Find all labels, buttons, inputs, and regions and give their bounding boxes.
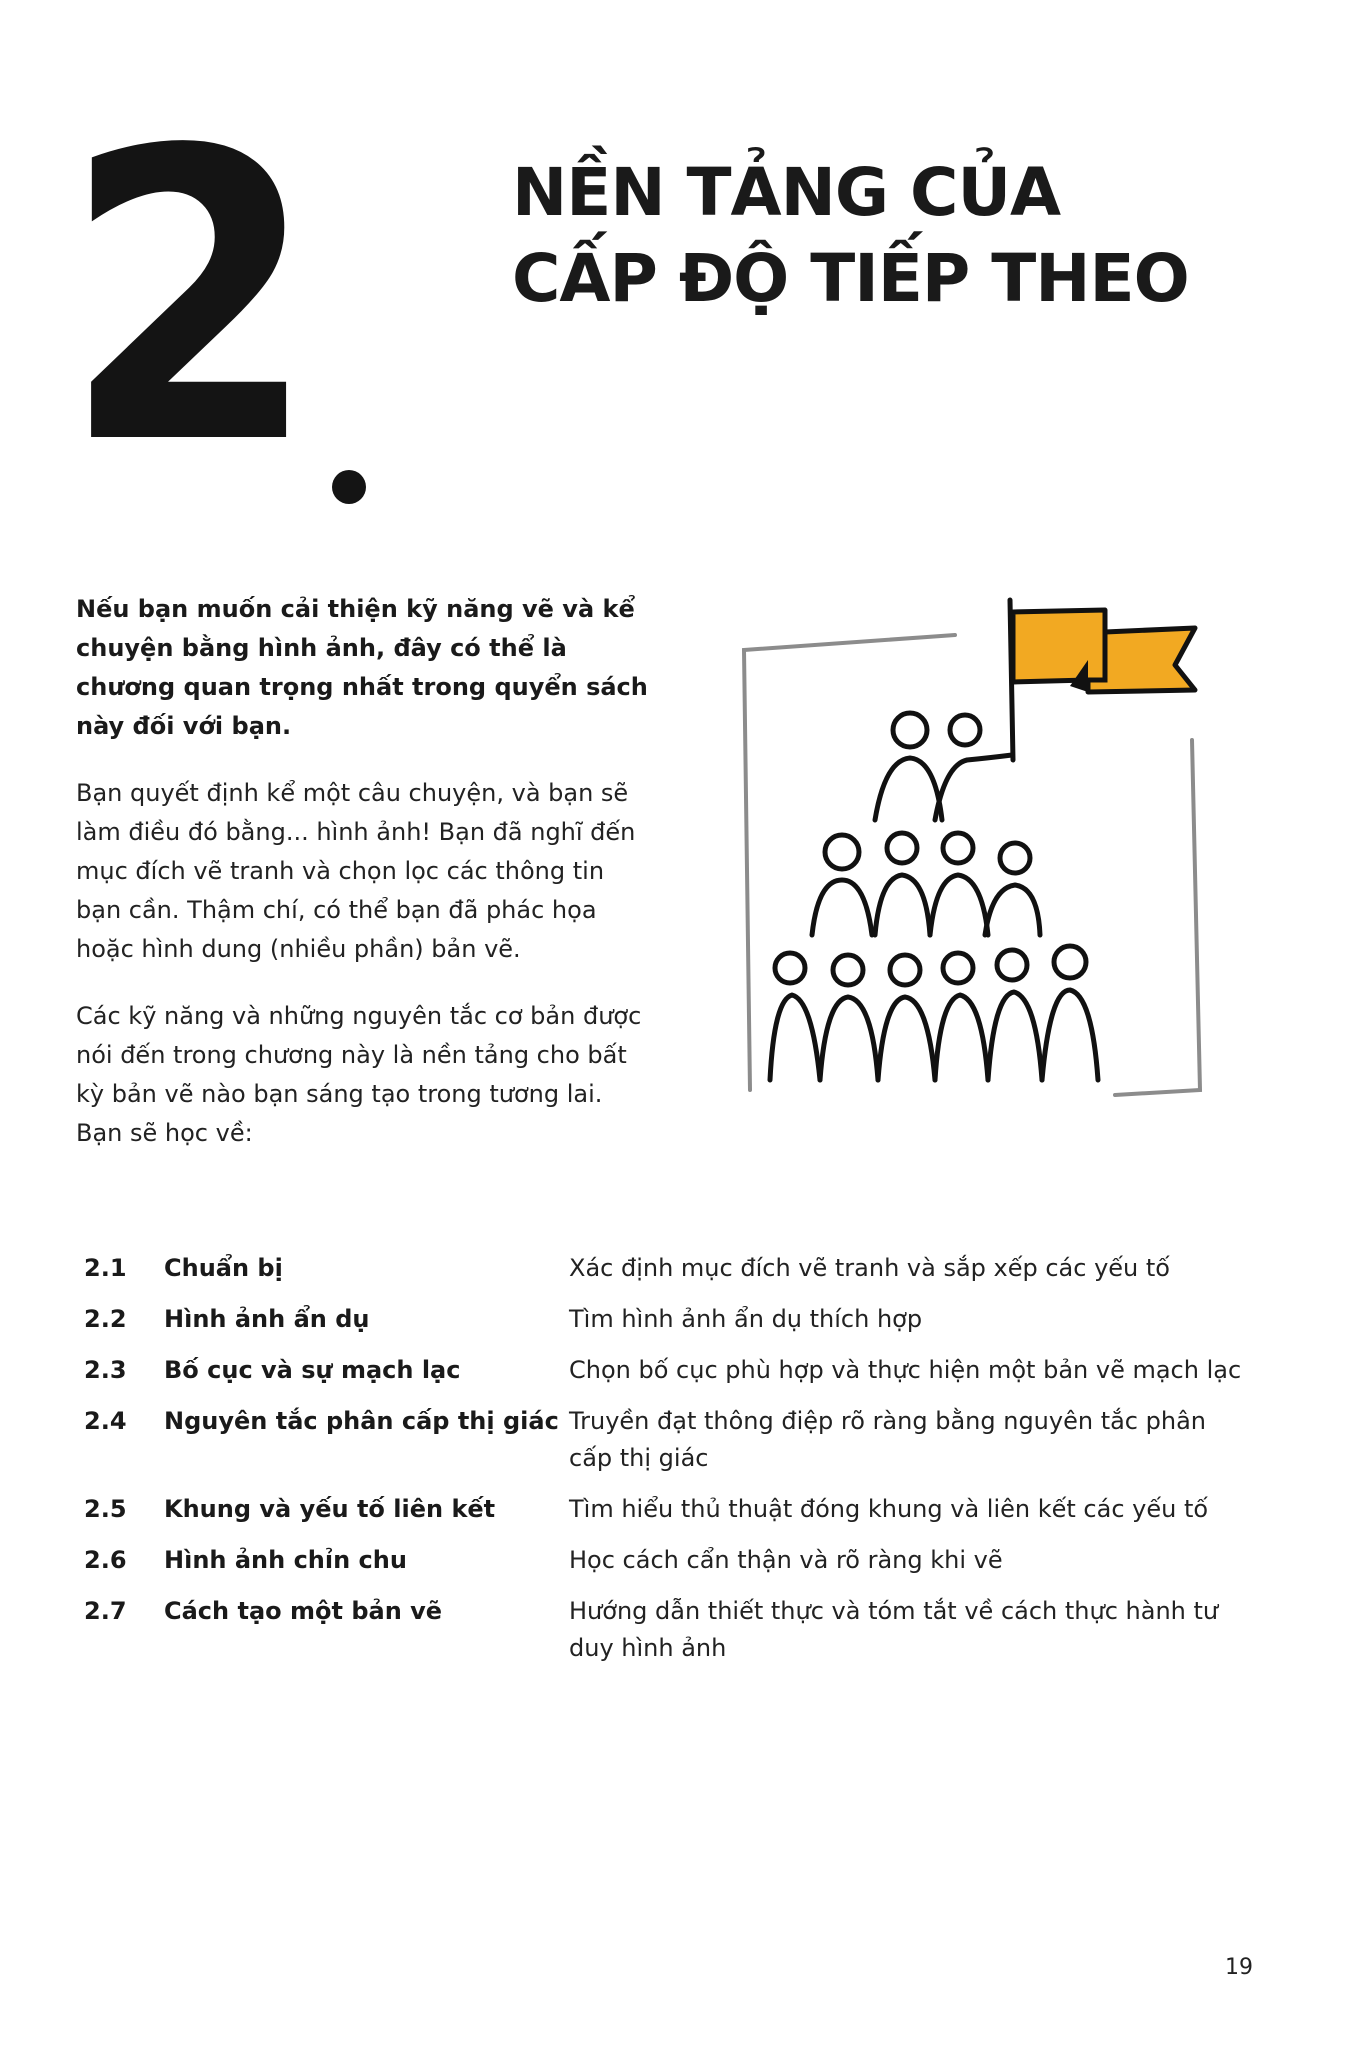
toc-title: Hình ảnh chỉn chu: [164, 1546, 407, 1574]
toc-number: 2.5: [84, 1495, 127, 1523]
toc-row: [84, 1593, 1264, 1667]
chapter-contents: [84, 1250, 1264, 1681]
chapter-number-dot: [332, 470, 366, 504]
intro-text: [76, 590, 656, 1181]
toc-description: Chọn bố cục phù hợp và thực hiện một bản vẽ mạch lạc: [569, 1356, 1242, 1384]
toc-number: 2.3: [84, 1356, 127, 1384]
crowd-with-flag-illustration: [730, 590, 1250, 1150]
page-number: 19: [1225, 1955, 1253, 1980]
chapter-number: 2: [62, 67, 300, 532]
toc-number: 2.6: [84, 1546, 127, 1574]
toc-title: Cách tạo một bản vẽ: [164, 1597, 443, 1625]
illustration-frame-right: [1115, 740, 1200, 1095]
toc-row: [84, 1352, 1264, 1389]
toc-description: Xác định mục đích vẽ tranh và sắp xếp các yếu tố: [569, 1254, 1170, 1282]
toc-title: Hình ảnh ẩn dụ: [164, 1305, 370, 1333]
toc-description: Truyền đạt thông điệp rõ ràng bằng nguyên tắc phân cấp thị giác: [569, 1407, 1206, 1472]
toc-number: 2.7: [84, 1597, 127, 1625]
toc-row: [84, 1250, 1264, 1287]
toc-description: Hướng dẫn thiết thực và tóm tắt về cách thực hành tư duy hình ảnh: [569, 1597, 1219, 1662]
toc-row: [84, 1301, 1264, 1338]
toc-description: Học cách cẩn thận và rõ ràng khi vẽ: [569, 1546, 1003, 1574]
toc-title: Khung và yếu tố liên kết: [164, 1495, 496, 1523]
toc-number: 2.4: [84, 1407, 127, 1435]
toc-description: Tìm hiểu thủ thuật đóng khung và liên kết các yếu tố: [569, 1495, 1209, 1523]
toc-row: [84, 1542, 1264, 1579]
intro-paragraph-2: Các kỹ năng và những nguyên tắc cơ bản được nói đến trong chương này là nền tảng cho bất kỳ bản vẽ nào bạn sáng tạo trong tương lai. Bạn sẽ học về:: [76, 1002, 642, 1147]
toc-description: Tìm hình ảnh ẩn dụ thích hợp: [569, 1305, 923, 1333]
chapter-title: [512, 150, 1312, 322]
toc-row: [84, 1403, 1264, 1477]
toc-row: [84, 1491, 1264, 1528]
intro-lead-paragraph: Nếu bạn muốn cải thiện kỹ năng vẽ và kể chuyện bằng hình ảnh, đây có thể là chương quan trọng nhất trong quyển sách này đối với bạn.: [76, 595, 648, 740]
toc-title: Bố cục và sự mạch lạc: [164, 1356, 461, 1384]
toc-number: 2.2: [84, 1305, 127, 1333]
toc-title: Chuẩn bị: [164, 1254, 283, 1282]
intro-paragraph-1: Bạn quyết định kể một câu chuyện, và bạn sẽ làm điều đó bằng... hình ảnh! Bạn đã nghĩ đến mục đích vẽ tranh và chọn lọc các thông tin bạn cần. Thậm chí, có thể bạn đã phác họa hoặc hình dung (nhiều phần) bản vẽ.: [76, 779, 636, 963]
chapter-title-line-2: CẤP ĐỘ TIẾP THEO: [512, 240, 1189, 317]
toc-title: Nguyên tắc phân cấp thị giác: [164, 1407, 559, 1435]
chapter-title-line-1: NỀN TẢNG CỦA: [512, 154, 1061, 231]
toc-number: 2.1: [84, 1254, 127, 1282]
